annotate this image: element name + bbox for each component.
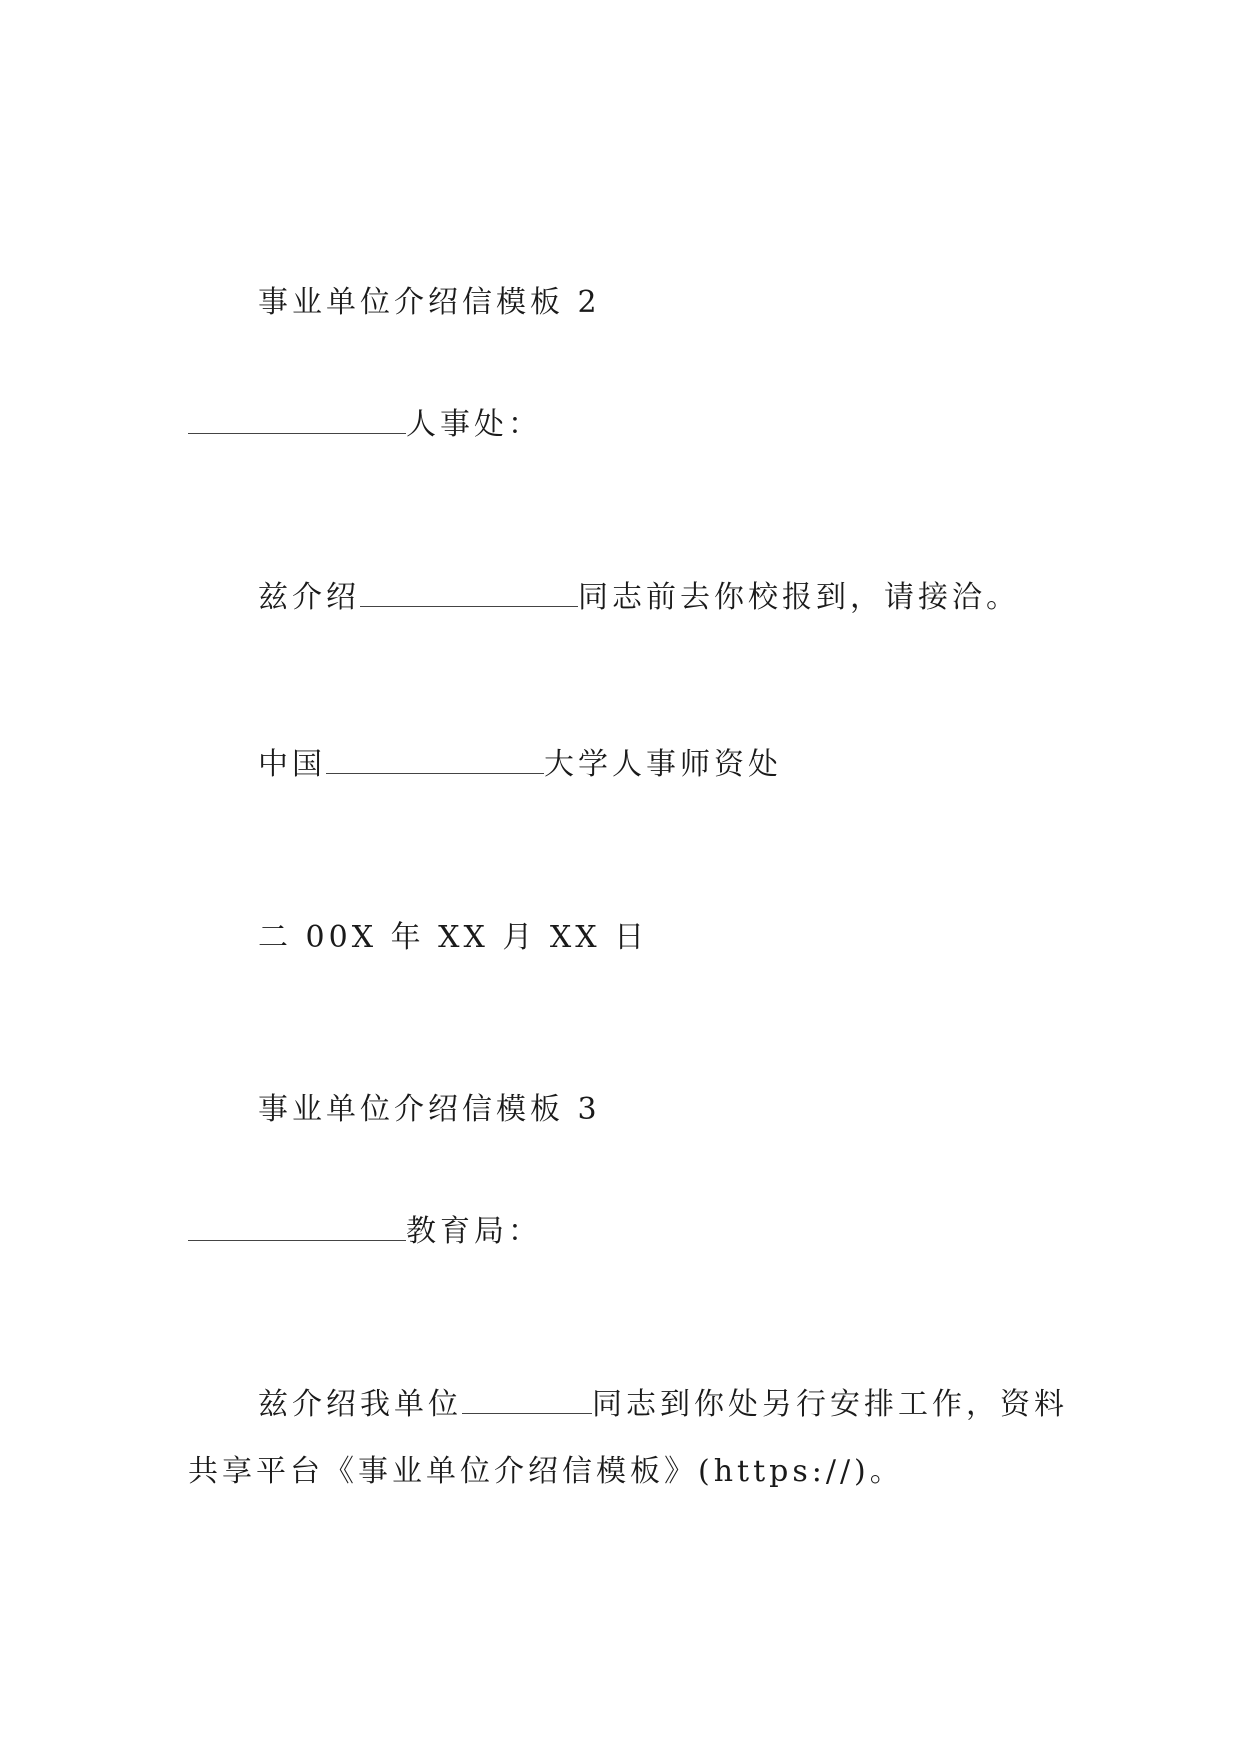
letter2-body	[258, 578, 1020, 618]
letter2-body-after: 同志前去你校报到，请接洽。	[578, 580, 1020, 615]
letter2-title: 事业单位介绍信模板 2	[258, 285, 601, 320]
letter2-sender-before: 中国	[258, 747, 326, 782]
name-blank	[360, 578, 578, 607]
letter3-title: 事业单位介绍信模板 3	[258, 1092, 601, 1127]
name-blank	[462, 1385, 592, 1414]
letter3-body-line2: 共享平台《事业单位介绍信模板》(https://)。	[188, 1454, 904, 1489]
letter3-recipient-line	[188, 1212, 542, 1252]
letter2-sender	[258, 745, 782, 785]
letter2-recipient: 人事处：	[406, 407, 542, 442]
letter2-recipient-line	[188, 405, 542, 445]
letter3-body-before: 兹介绍我单位	[258, 1387, 462, 1422]
letter3-body-after: 同志到你处另行安排工作，资料	[592, 1387, 1068, 1422]
recipient-blank	[188, 1212, 406, 1241]
university-blank	[326, 745, 544, 774]
letter2-date: 二 00X 年 XX 月 XX 日	[258, 920, 649, 955]
letter3-recipient: 教育局：	[406, 1214, 542, 1249]
letter2-sender-after: 大学人事师资处	[544, 747, 782, 782]
recipient-blank	[188, 405, 406, 434]
letter2-body-before: 兹介绍	[258, 580, 360, 615]
letter3-body	[258, 1385, 1068, 1425]
